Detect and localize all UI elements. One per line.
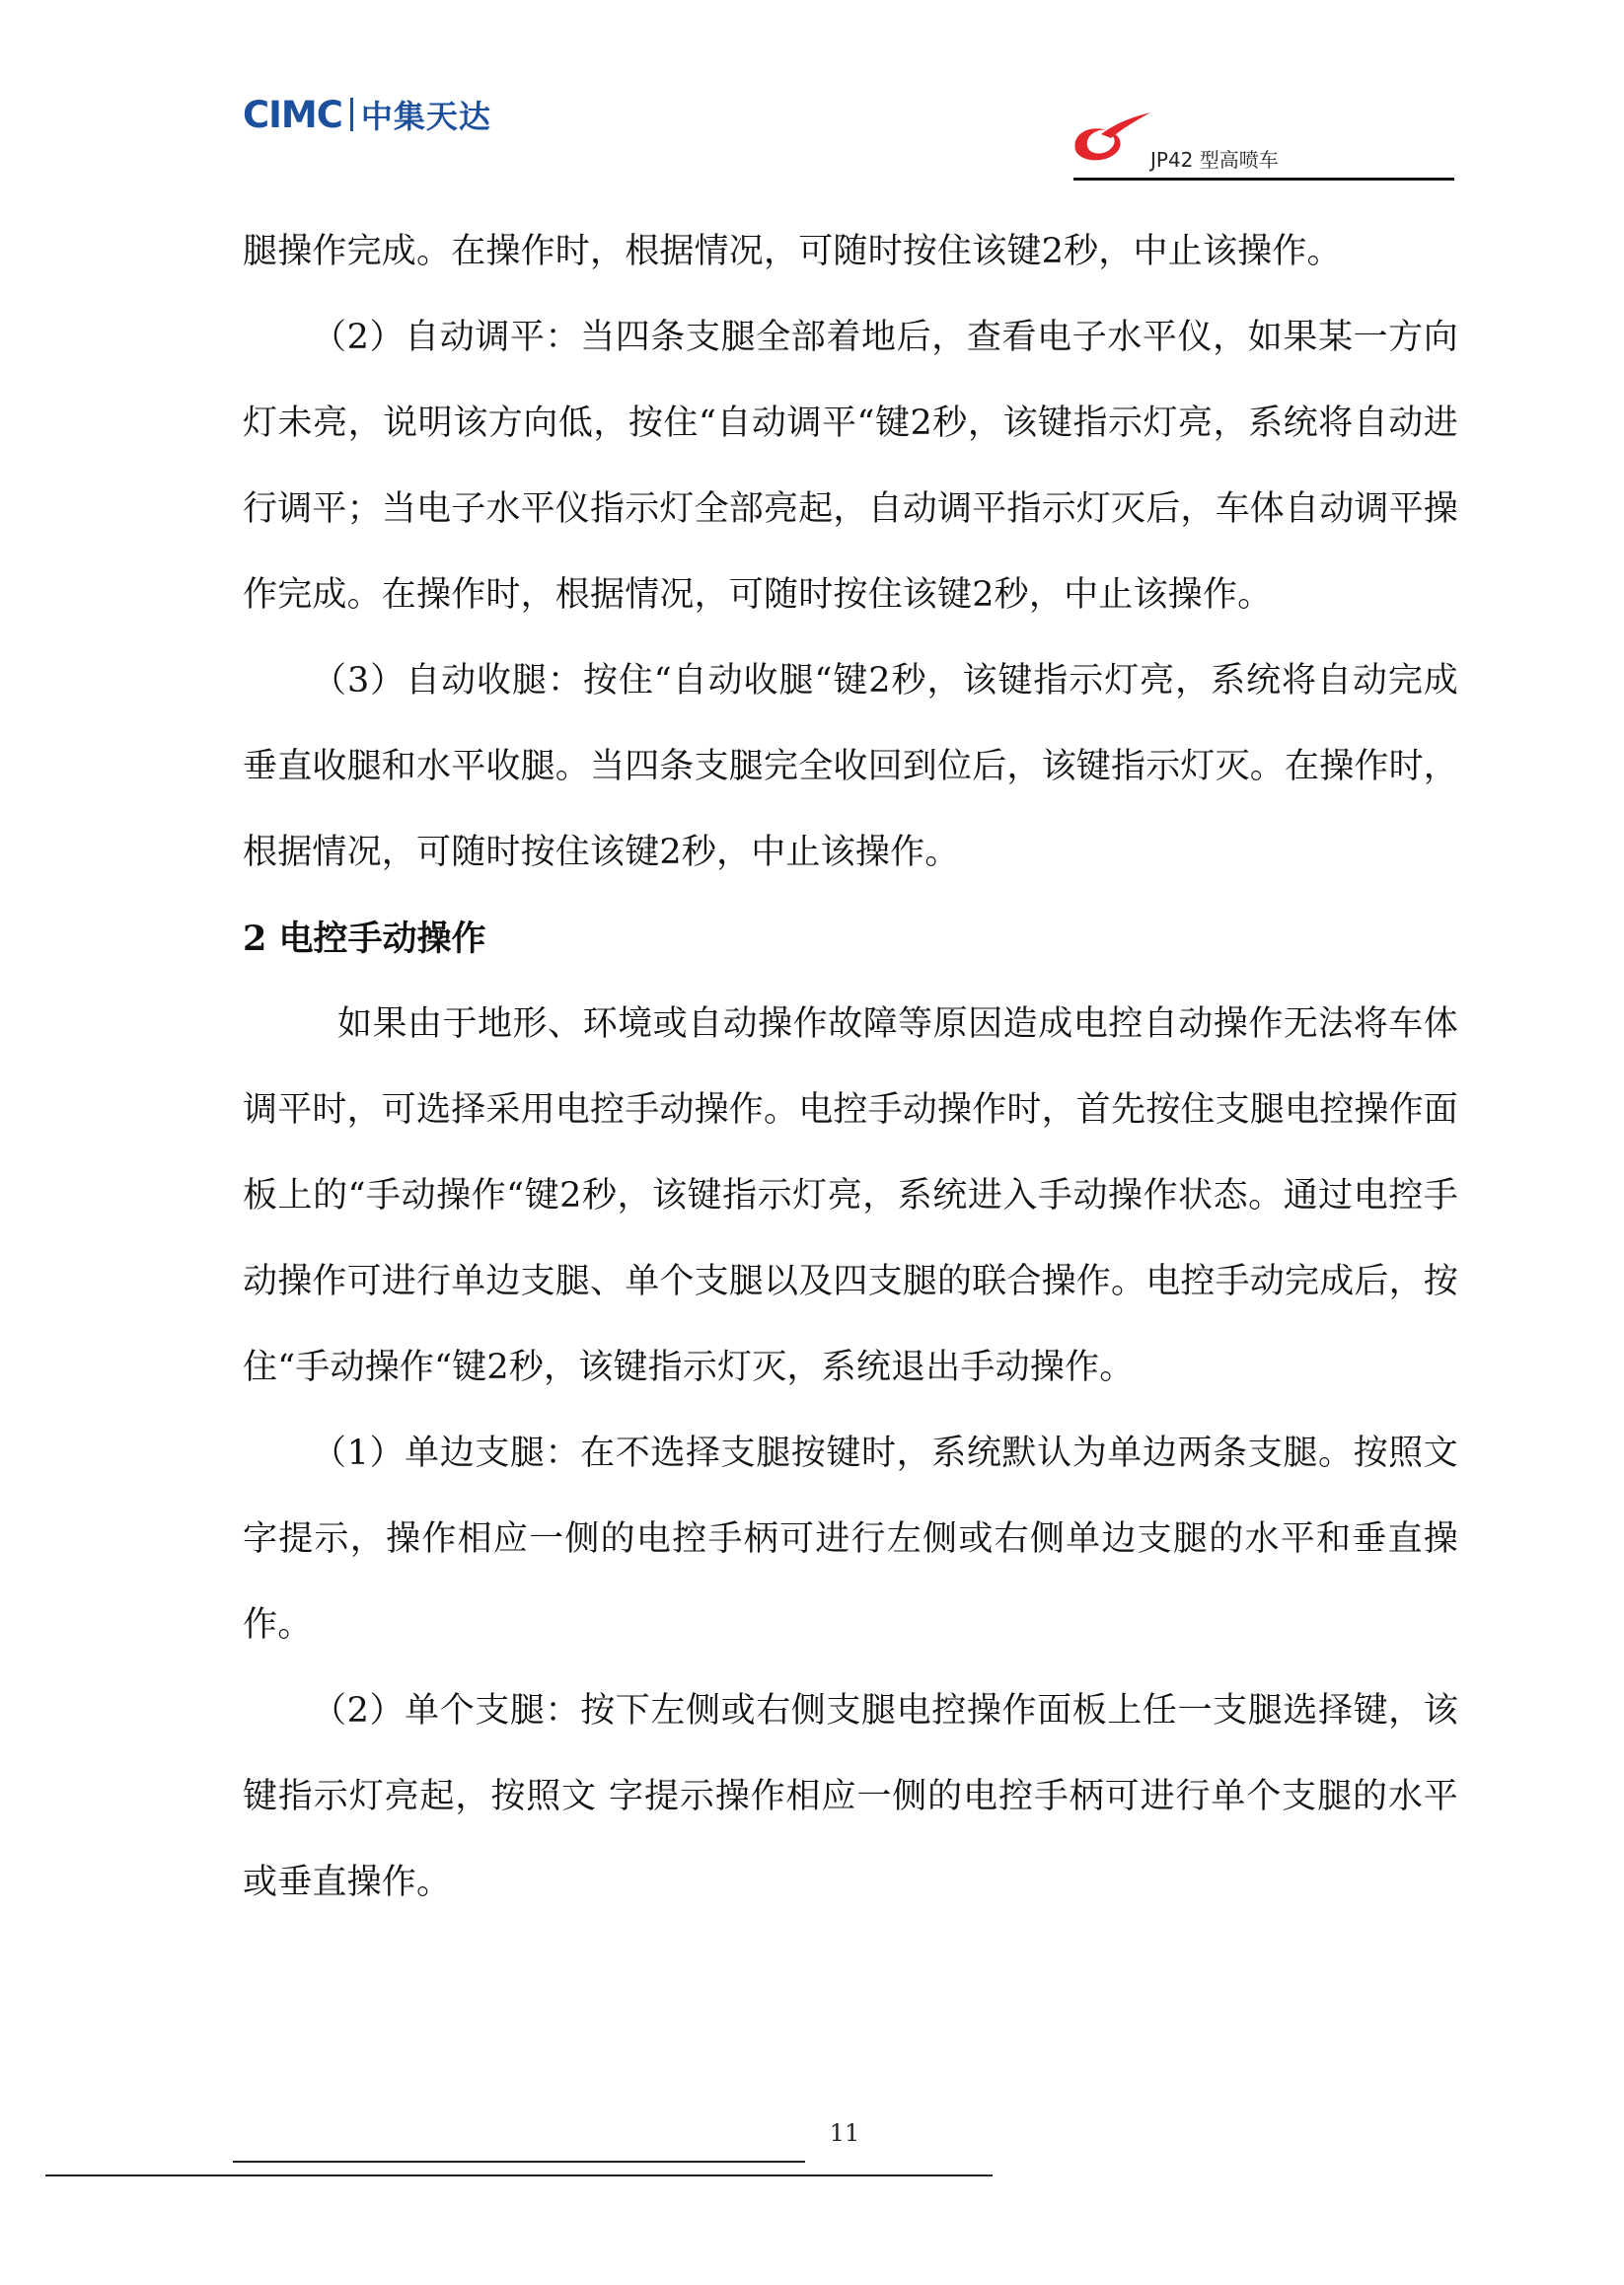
model-name: JP42 型高喷车 <box>1150 148 1279 172</box>
paragraph-single-side: （1）单边支腿：在不选择支腿按键时，系统默认为单边两条支腿。按照文字提示，操作相应一侧的电控手柄可进行左侧或右侧单边支腿的水平和垂直操作。 <box>243 1434 1458 1645</box>
logo-chinese-text: 中集天达 <box>360 98 491 135</box>
footer-rule <box>233 2161 805 2163</box>
paragraph-continued: 腿操作完成。在操作时，根据情况，可随时按住该键2秒，中止该操作。 <box>243 232 1342 271</box>
cimc-logo <box>243 92 491 137</box>
section-heading: 2 电控手动操作 <box>243 919 486 959</box>
header-rule <box>1073 178 1454 181</box>
paragraph-auto-retract: （3）自动收腿：按住“自动收腿“键2秒，该键指示灯亮，系统将自动完成垂直收腿和水平收腿。当四条支腿完全收回到位后，该键指示灯灭。在操作时，根据情况，可随时按住该键2秒，中止该操作。 <box>243 661 1459 872</box>
paragraph-auto-leveling: （2）自动调平：当四条支腿全部着地后，查看电子水平仪，如果某一方向灯未亮，说明该方向低，按住“自动调平“键2秒，该键指示灯亮，系统将自动进行调平；当电子水平仪指示灯全部亮起，自动调平指示灯灭后，车体自动调平操作完成。在操作时，根据情况，可随时按住该键2秒，中止该操作。 <box>243 318 1459 615</box>
paragraph-single-leg: （2）单个支腿：按下左侧或右侧支腿电控操作面板上任一支腿选择键，该键指示灯亮起，按照文 字提示操作相应一侧的电控手柄可进行单个支腿的水平或垂直操作。 <box>243 1691 1458 1902</box>
brand-swoosh-icon <box>1062 111 1152 168</box>
logo-separator <box>350 98 353 131</box>
paragraph-manual-intro: 如果由于地形、环境或自动操作故障等原因造成电控自动操作无法将车体调平时，可选择采用电控手动操作。电控手动操作时，首先按住支腿电控操作面板上的“手动操作“键2秒，该键指示灯亮，系统进入手动操作状态。通过电控手动操作可进行单边支腿、单个支腿以及四支腿的联合操作。电控手动完成后，按住“手动操作“键2秒，该键指示灯灭，系统退出手动操作。 <box>243 1004 1459 1387</box>
footer-rule <box>45 2174 993 2176</box>
page-number: 11 <box>829 2119 860 2147</box>
page-body <box>243 209 1458 1926</box>
logo-latin-text: CIMC <box>243 93 342 136</box>
page-header <box>0 0 1624 197</box>
